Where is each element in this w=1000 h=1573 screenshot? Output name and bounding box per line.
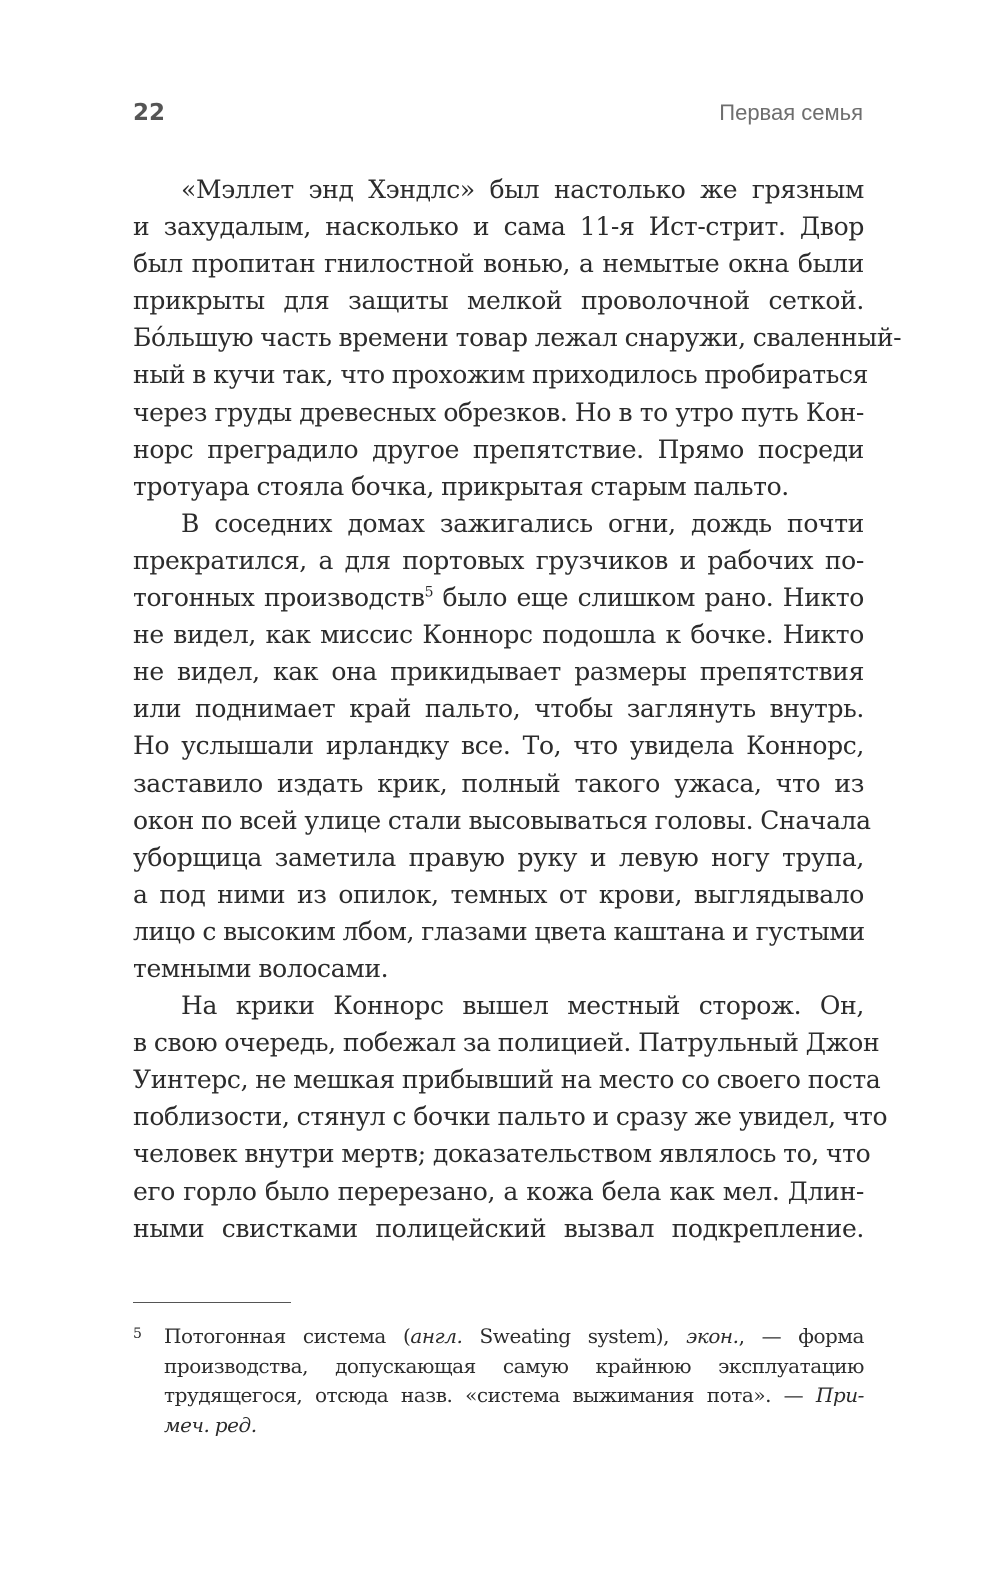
footnote-line [164,1381,864,1411]
text-line: не видел, как миссис Коннорс подошла к бочке. Никто [133,620,864,650]
text-line: На крики Коннорс вышел местный сторож. Он, [181,991,864,1021]
text-line: Бóльшую часть времени товар лежал снаружи, сваленный- [133,323,902,353]
text-fragment: Sweating system), [462,1324,687,1348]
text-line: темными волосами. [133,953,389,983]
footnote-divider [133,1302,291,1303]
paragraph-3 [133,987,888,1247]
text-line: прекратился, а для портовых грузчиков и рабочих по- [133,545,864,575]
text-line: норс преградило другое препятствие. Прямо посреди [133,434,864,464]
text-line: был пропитан гнилостной вонью, а немытые окна были [133,249,864,279]
footnote-number: 5 [133,1326,142,1342]
footnote-line [164,1322,864,1352]
text-line: поблизости, стянул с бочки пальто и сразу же увидел, что [133,1102,888,1132]
text-line: заставило издать крик, полный такого ужаса, что из [133,768,864,798]
text-line: в свою очередь, побежал за полицией. Патрульный Джон [133,1028,880,1058]
paragraph-2 [133,505,871,987]
text-line: В соседних домах зажигались огни, дождь почти [181,508,864,538]
text-line: «Мэллет энд Хэндлс» был настолько же грязным [181,175,864,204]
text-fragment: тогонных производств [133,583,425,613]
footnote-reference[interactable]: 5 [424,584,434,601]
text-fragment-italic: англ. [410,1324,463,1348]
text-line: тротуара стояла бочка, прикрытая старым пальто. [133,471,789,501]
text-line: ный в кучи так, что прохожим приходилось пробираться [133,360,869,390]
body-text [133,171,902,1247]
text-line: через груды древесных обрезков. Но в то утро путь Кон- [133,397,864,427]
text-line-with-footnote [133,579,864,616]
text-line: лицо с высоким лбом, глазами цвета каштана и густыми [133,916,865,946]
text-line: окон по всей улице стали высовываться головы. Сначала [133,805,871,835]
text-fragment-italic: При- [815,1383,864,1407]
page-number: 22 [133,100,166,126]
text-line: ными свистками полицейский вызвал подкрепление. [133,1213,864,1243]
text-line: а под ними из опилок, темных от крови, выглядывало [133,879,864,909]
text-line: его горло было перерезано, а кожа бела как мел. Длин- [133,1176,864,1206]
paragraph-1 [133,171,902,505]
text-fragment-italic: меч. ред. [164,1412,257,1437]
footnote [133,1322,864,1440]
footnote-body [133,1322,864,1440]
text-line: Но услышали ирландку все. То, что увидела Коннорс, [133,731,864,761]
footnote-line: производства, допускающая самую крайнюю эксплуатацию [164,1353,864,1378]
running-title: Первая семья [719,100,863,125]
text-line: или поднимает край пальто, чтобы заглянуть внутрь. [133,694,864,724]
text-line: Уинтерс, не мешкая прибывший на место со своего поста [133,1065,881,1095]
text-fragment: было еще слишком рано. Никто [433,583,865,613]
footnote-line [164,1411,864,1441]
text-line: уборщица заметила правую руку и левую ногу трупа, [133,842,864,872]
text-fragment: Потогонная система ( [164,1324,411,1348]
text-line: и захудалым, насколько и сама 11-я Ист-стрит. Двор [133,212,864,242]
text-fragment-italic: экон. [686,1324,739,1348]
text-fragment: трудящегося, отсюда назв. «система выжимания пота». — [164,1383,816,1407]
text-line: прикрыты для защиты мелкой проволочной сеткой. [133,286,864,316]
text-line: человек внутри мертв; доказательством являлось то, что [133,1139,871,1169]
text-fragment: , — форма [738,1324,864,1348]
text-line: не видел, как она прикидывает размеры препятствия [133,657,864,687]
